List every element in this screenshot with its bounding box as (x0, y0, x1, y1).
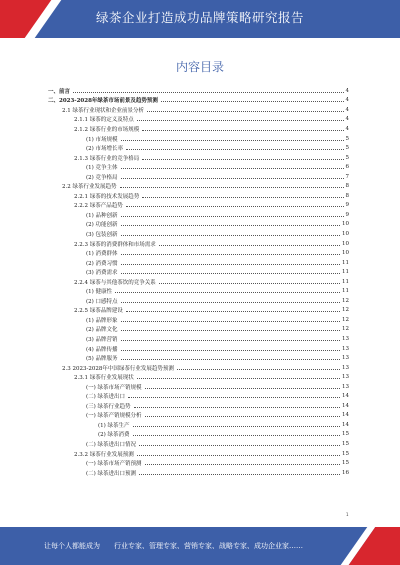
toc-entry-label: 2.3.1 绿茶行业发展现状 (74, 375, 134, 382)
toc-entry-page: 6 (345, 164, 349, 171)
toc-entry[interactable] (0, 210, 400, 220)
toc-entry-label: (1) 品种创新 (86, 212, 118, 219)
toc-entry-label: (5) 品牌服务 (86, 356, 118, 363)
footer-slogan: 让每个人都能成为 行业专家、管理专家、营销专家、战略专家、成功企业家…… (44, 542, 303, 550)
toc-entry-label: 2.2 绿茶行业发展趋势 (62, 184, 117, 191)
toc-entry[interactable] (0, 411, 400, 421)
toc-entry-page: 15 (342, 441, 349, 447)
toc-entry-label: 2.1.1 绿茶的定义及特点 (74, 117, 134, 124)
toc-entry[interactable] (0, 220, 400, 230)
dot-leader (73, 92, 343, 93)
dot-leader (139, 445, 340, 446)
toc-entry[interactable] (0, 248, 400, 258)
dot-leader (128, 397, 340, 398)
toc-entry[interactable] (0, 458, 400, 468)
dot-leader (147, 111, 344, 112)
toc-entry[interactable] (0, 344, 400, 354)
header-banner (0, 0, 400, 38)
toc-entry-label: (2) 品牌文化 (86, 327, 118, 334)
toc-entry[interactable] (0, 363, 400, 373)
toc-entry-page: 15 (342, 431, 349, 438)
dot-leader (115, 292, 340, 293)
toc-entry[interactable] (0, 286, 400, 296)
toc-entry[interactable] (0, 143, 400, 153)
toc-entry-page: 11 (342, 288, 349, 295)
toc-entry-page: 13 (342, 355, 349, 362)
report-title: 绿茶企业打造成功品牌策略研究报告 (95, 10, 304, 25)
toc-entry[interactable] (0, 86, 400, 96)
toc-entry-label: (1) 健康性 (86, 289, 113, 296)
dot-leader (121, 225, 340, 226)
toc-entry-label: (三) 绿茶行业趋势 (86, 403, 131, 410)
toc-entry-page: 12 (342, 297, 349, 304)
toc-entry-page: 14 (342, 412, 349, 419)
toc-entry-page: 9 (345, 211, 349, 218)
dot-leader (121, 168, 344, 169)
toc-entry-label: (一) 绿茶市场产销预测 (86, 461, 142, 468)
toc-entry[interactable] (0, 191, 400, 201)
toc-entry[interactable] (0, 430, 400, 440)
dot-leader (159, 245, 340, 246)
toc-entry[interactable] (0, 315, 400, 325)
toc-entry-page: 7 (345, 173, 349, 180)
toc-entry-label: 2.1 绿茶行业现状和企业前景分析 (62, 107, 144, 114)
toc-entry-page: 4 (345, 97, 349, 104)
dot-leader (121, 254, 340, 255)
toc-entry[interactable] (0, 181, 400, 191)
toc-entry-label: (二) 绿茶进出口 (86, 394, 126, 401)
toc-entry-label: (1) 品牌形象 (86, 317, 118, 324)
toc-entry-label: 2.2.3 绿茶的消费群体和市场需求 (74, 241, 156, 248)
toc-entry-label: (二) 绿茶进出口预测 (86, 470, 137, 477)
dot-leader (121, 273, 340, 274)
toc-entry[interactable] (0, 229, 400, 239)
toc-entry-label: (一) 绿茶市场产销规模 (86, 384, 142, 391)
toc-entry[interactable] (0, 401, 400, 411)
toc-entry[interactable] (0, 258, 400, 268)
dot-leader (126, 149, 343, 150)
toc-entry-label: (3) 品牌营销 (86, 336, 118, 343)
toc-entry-page: 10 (342, 240, 349, 247)
toc-entry-label: (4) 品牌传播 (86, 346, 118, 353)
dot-leader (137, 455, 340, 456)
dot-leader (133, 426, 340, 427)
dot-leader (120, 187, 344, 188)
toc-entry-label: (二) 绿茶进出口情况 (86, 442, 137, 448)
toc-entry[interactable] (0, 277, 400, 287)
dot-leader (159, 283, 340, 284)
toc-entry-label: 2.3.2 绿茶行业发展预测 (74, 451, 134, 458)
toc-entry-page: 11 (342, 259, 349, 266)
table-of-contents (0, 86, 400, 477)
toc-entry[interactable] (0, 392, 400, 402)
toc-entry-page: 16 (342, 469, 349, 476)
toc-entry-page: 11 (342, 269, 349, 276)
toc-entry-label: 二、2023-2028年绿茶市场前景及趋势预测 (48, 98, 158, 105)
toc-entry-label: 一、前言 (48, 88, 71, 95)
toc-entry-page: 15 (342, 450, 349, 457)
footer-role: 成功企业家…… (254, 542, 303, 550)
toc-entry-page: 13 (342, 364, 349, 371)
dot-leader (121, 178, 344, 179)
toc-entry[interactable] (0, 353, 400, 363)
toc-entry-page: 10 (342, 230, 349, 237)
toc-heading: 内容目录 (175, 60, 224, 74)
toc-entry[interactable] (0, 96, 400, 106)
toc-entry[interactable] (0, 420, 400, 430)
dot-leader (142, 197, 343, 198)
toc-entry-label: (一) 绿茶产销规模分析 (86, 413, 142, 420)
dot-leader (142, 130, 343, 131)
toc-entry-label: (1) 市场规模 (86, 136, 118, 143)
footer-role: 战略专家 (219, 542, 247, 550)
toc-entry-label: (1) 绿茶生产 (98, 422, 130, 429)
dot-leader (145, 416, 340, 417)
toc-entry-label: (1) 竞争主体 (86, 165, 118, 172)
toc-entry-label: (2) 竞争格局 (86, 174, 118, 181)
toc-entry[interactable] (0, 162, 400, 172)
toc-entry-page: 15 (342, 460, 349, 467)
toc-entry-label: (3) 包装创新 (86, 231, 118, 238)
footer-banner (0, 527, 400, 565)
footer-role: 管理专家 (149, 542, 177, 550)
toc-entry[interactable] (0, 296, 400, 306)
toc-entry-page: 8 (345, 192, 349, 199)
toc-entry-label: (2) 消费习惯 (86, 260, 118, 267)
toc-entry-label: (2) 口感特点 (86, 298, 118, 305)
dot-leader (134, 407, 340, 408)
toc-entry-label: 2.1.2 绿茶行业的市场规模 (74, 126, 140, 133)
toc-entry-label: 2.2.2 绿茶产品趋势 (74, 203, 123, 210)
toc-entry-label: 2.2.4 绿茶与其他茶饮的竞争关系 (74, 279, 156, 286)
toc-entry[interactable] (0, 468, 400, 478)
dot-leader (121, 264, 340, 265)
toc-entry-label: (3) 消费需求 (86, 270, 118, 277)
dot-leader (121, 302, 340, 303)
toc-entry[interactable] (0, 325, 400, 335)
toc-entry-page: 4 (345, 125, 349, 132)
dot-leader (161, 101, 344, 102)
toc-entry-page: 8 (345, 183, 349, 190)
toc-entry-page: 12 (342, 326, 349, 333)
toc-entry-page: 13 (342, 345, 349, 352)
toc-entry-label: (2) 绿茶消费 (98, 432, 130, 439)
toc-entry-page: 5 (345, 154, 349, 161)
dot-leader (121, 321, 340, 322)
toc-entry[interactable] (0, 239, 400, 249)
toc-entry-page: 4 (345, 106, 349, 113)
toc-entry[interactable] (0, 267, 400, 277)
dot-leader (121, 330, 340, 331)
toc-entry[interactable] (0, 134, 400, 144)
dot-leader (145, 388, 340, 389)
toc-entry-page: 13 (342, 335, 349, 342)
toc-entry[interactable] (0, 439, 400, 449)
toc-entry[interactable] (0, 124, 400, 134)
toc-entry-page: 12 (342, 316, 349, 323)
toc-entry-label: (2) 功能创新 (86, 222, 118, 229)
toc-entry[interactable] (0, 306, 400, 316)
toc-entry-page: 14 (342, 402, 349, 409)
dot-leader (126, 311, 340, 312)
dot-leader (137, 378, 340, 379)
toc-entry[interactable] (0, 201, 400, 211)
dot-leader (142, 159, 343, 160)
toc-entry[interactable] (0, 334, 400, 344)
toc-entry-page: 10 (342, 250, 349, 257)
dot-leader (121, 340, 340, 341)
dot-leader (121, 359, 340, 360)
toc-entry-page: 14 (342, 393, 349, 400)
toc-entry-page: 13 (342, 383, 349, 390)
toc-entry-label: 2.3 2023-2028年中国绿茶行业发展趋势预测 (62, 365, 174, 372)
toc-entry[interactable] (0, 172, 400, 182)
toc-entry-page: 4 (345, 87, 349, 94)
toc-entry[interactable] (0, 115, 400, 125)
dot-leader (121, 216, 344, 217)
dot-leader (137, 120, 344, 121)
toc-entry-page: 14 (342, 421, 349, 428)
toc-entry[interactable] (0, 449, 400, 459)
dot-leader (145, 464, 340, 465)
toc-entry-label: (2) 市场增长率 (86, 146, 124, 153)
footer-lead: 让每个人都能成为 (44, 542, 100, 550)
dot-leader (133, 435, 340, 436)
toc-entry-label: 2.2.1 绿茶的技术发展趋势 (74, 193, 140, 200)
toc-entry[interactable] (0, 105, 400, 115)
toc-entry-page: 11 (342, 278, 349, 285)
dot-leader (121, 350, 340, 351)
page-marker: 1 (346, 512, 349, 517)
toc-entry-page: 5 (345, 145, 349, 152)
toc-entry[interactable] (0, 372, 400, 382)
toc-entry-page: 10 (342, 221, 349, 228)
toc-entry-page: 9 (345, 202, 349, 209)
toc-entry-label: (1) 消费群体 (86, 251, 118, 258)
toc-entry-page: 4 (345, 116, 349, 123)
toc-entry-page: 13 (342, 374, 349, 381)
dot-leader (121, 235, 340, 236)
toc-entry-page: 5 (345, 135, 349, 142)
toc-entry-label: 2.1.3 绿茶行业的竞争格局 (74, 155, 140, 162)
toc-entry-label: 2.2.5 绿茶品牌建设 (74, 308, 123, 315)
toc-entry[interactable] (0, 382, 400, 392)
dot-leader (121, 140, 344, 141)
dot-leader (139, 474, 340, 475)
footer-role: 行业专家 (114, 542, 142, 550)
toc-entry-page: 12 (342, 307, 349, 314)
dot-leader (126, 206, 344, 207)
footer-role: 营销专家 (184, 542, 212, 550)
dot-leader (177, 369, 340, 370)
toc-entry[interactable] (0, 153, 400, 163)
